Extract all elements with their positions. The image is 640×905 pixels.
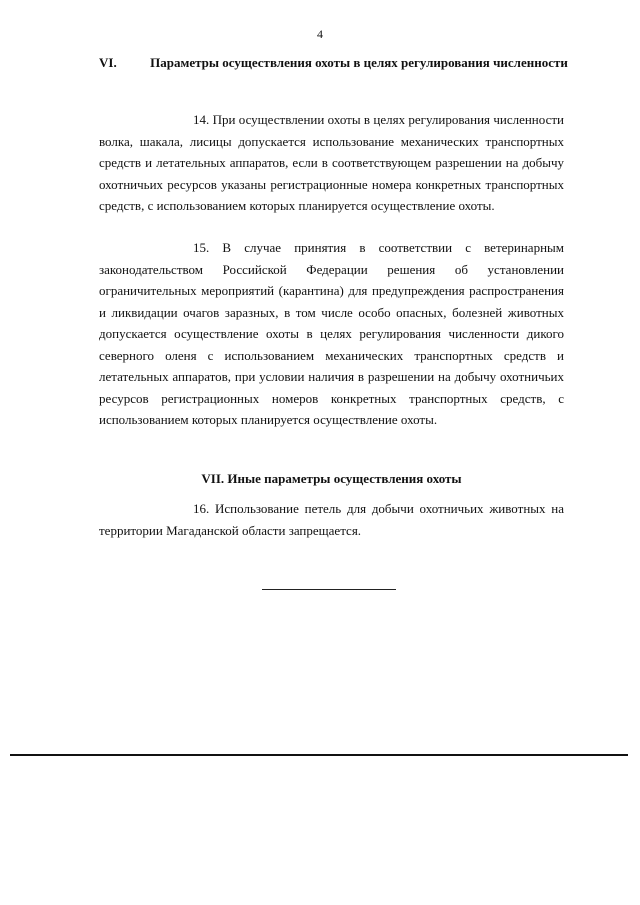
page-bottom-rule [10, 754, 628, 756]
section-vi-number: VI. [99, 55, 117, 70]
paragraph-16-number: 16. [193, 501, 210, 516]
paragraph-16-text: Использование петель для добычи охотничьих животных на территории Магаданской области запрещается. [99, 501, 565, 538]
end-of-text-rule [262, 589, 396, 590]
paragraph-14-text: При осуществлении охоты в целях регулирования численности волка, шакала, лисицы допускается использование механических транспортных средств и летательных аппаратов, если в соответствующем разрешении на добычу охотничьих ресурсов указаны регистрационные номера конкретных транспортных средств, с использованием которых планируется осуществление охоты. [99, 112, 564, 213]
section-vii-heading: VII. Иные параметры осуществления охоты [201, 471, 462, 486]
paragraph-14 [99, 109, 564, 217]
page-number: 4 [317, 27, 323, 41]
section-vi-title: Параметры осуществления охоты в целях регулирования численности [150, 55, 568, 70]
paragraph-15 [99, 237, 564, 431]
paragraph-15-number: 15. [193, 240, 210, 255]
paragraph-16 [99, 498, 564, 541]
paragraph-14-number: 14. [193, 112, 210, 127]
paragraph-15-text: В случае принятия в соответствии с ветеринарным законодательством Российской Федерации решения об установлении ограничительных мероприятий (карантина) для предупреждения распространения и ликвидации очагов заразных, в том числе особо опасных, болезней животных допускается осуществление охоты в целях регулирования численности дикого северного оленя с использованием механических транспортных средств и летательных аппаратов, при условии наличия в разрешении на добычу охотничьих ресурсов регистрационных номеров конкретных транспортных средств, с использованием которых планируется осуществление охоты. [99, 240, 564, 427]
